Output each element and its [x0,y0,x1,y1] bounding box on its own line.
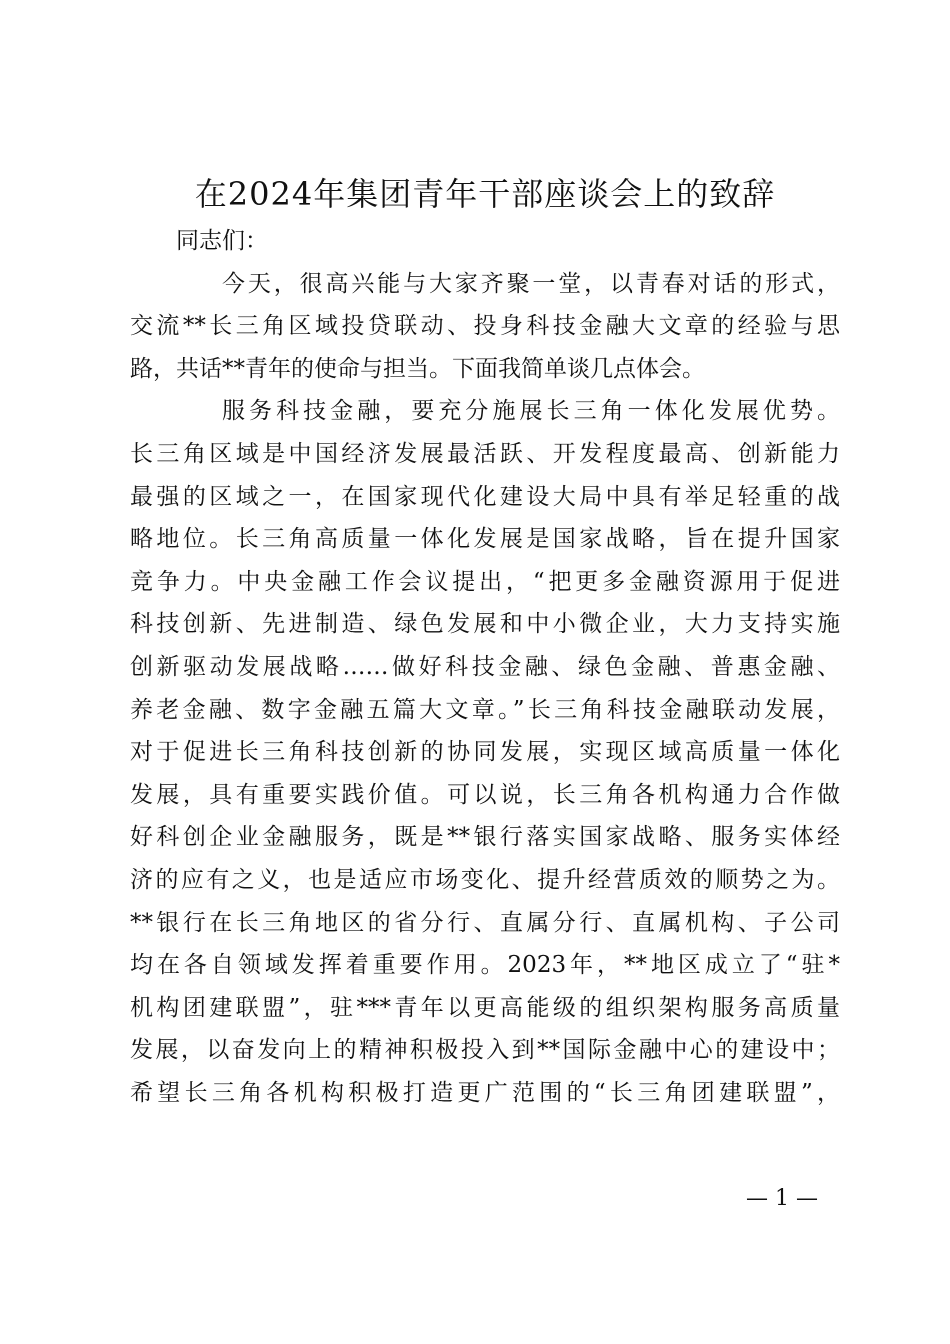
paragraph-line: 科技创新、先进制造、绿色发展和中小微企业，大力支持实施 [130,611,840,638]
paragraph-line: 养老金融、数字金融五篇大文章。”长三角科技金融联动发展， [130,696,840,723]
paragraph-line: 希望长三角各机构积极打造更广范围的“长三角团建联盟”， [130,1079,840,1106]
paragraph-line: 创新驱动发展战略……做好科技金融、绿色金融、普惠金融、 [130,653,840,680]
page-number: — 1 — [746,1186,818,1211]
salutation: 同志们： [176,228,268,254]
paragraph-line: 济的应有之义，也是适应市场变化、提升经营质效的顺势之为。 [130,866,840,893]
paragraph-line: 服务科技金融，要充分施展长三角一体化发展优势。 [222,398,840,425]
document-body [130,220,840,1114]
paragraph-line: 今天，很高兴能与大家齐聚一堂，以青春对话的形式， [222,270,840,297]
paragraph-line: 交流**长三角区域投贷联动、投身科技金融大文章的经验与思 [130,313,840,340]
paragraph-line: 均在各自领域发挥着重要作用。2023年，**地区成立了“驻* [130,952,840,979]
paragraph-line: **银行在长三角地区的省分行、直属分行、直属机构、子公司 [130,909,840,936]
paragraph-line: 最强的区域之一，在国家现代化建设大局中具有举足轻重的战 [130,483,840,510]
paragraph-line: 好科创企业金融服务，既是**银行落实国家战略、服务实体经 [130,824,840,851]
paragraph-line: 略地位。长三角高质量一体化发展是国家战略，旨在提升国家 [130,526,840,553]
paragraph-line: 对于促进长三角科技创新的协同发展，实现区域高质量一体化 [130,739,840,766]
document-title: 在2024年集团青年干部座谈会上的致辞 [194,175,776,213]
paragraph-line: 竞争力。中央金融工作会议提出，“把更多金融资源用于促进 [130,568,840,595]
paragraph-line: 路，共话**青年的使命与担当。下面我简单谈几点体会。 [130,355,705,382]
paragraph-line: 长三角区域是中国经济发展最活跃、开发程度最高、创新能力 [130,440,840,467]
paragraph-line: 机构团建联盟”，驻***青年以更高能级的组织架构服务高质量 [130,994,840,1021]
paragraph-line: 发展，具有重要实践价值。可以说，长三角各机构通力合作做 [130,781,840,808]
paragraph-line: 发展，以奋发向上的精神积极投入到**国际金融中心的建设中； [130,1037,840,1064]
